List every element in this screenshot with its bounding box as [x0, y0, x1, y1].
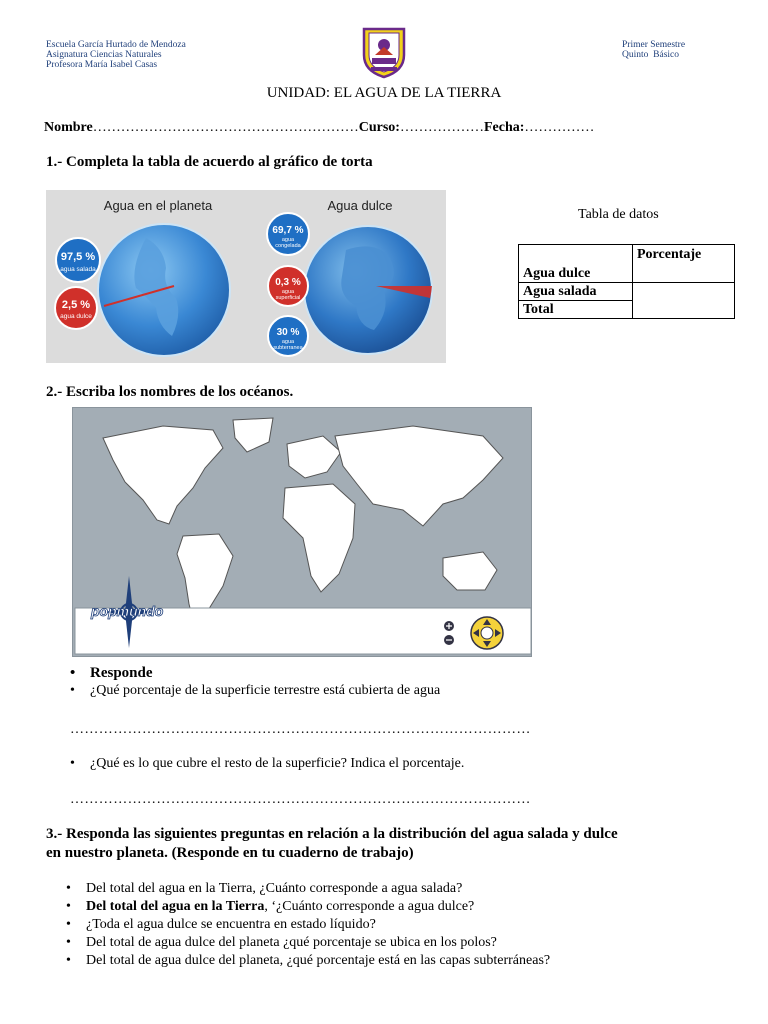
list-item: • ¿Toda el agua dulce se encuentra en estado líquido? [60, 916, 550, 934]
date-field[interactable]: …………… [524, 120, 595, 135]
semester-label: Primer Semestre [622, 40, 686, 50]
list-item: • Del total de agua dulce del planeta ¿qué porcentaje se ubica en los polos? [60, 934, 550, 952]
data-table [518, 244, 735, 319]
frozen-water-label-1: agua [281, 237, 295, 243]
school-name: Escuela García Hurtado de Mendoza [46, 40, 186, 50]
student-info-line [44, 120, 594, 136]
answer-line-2b[interactable]: …………………………………………………………………………………… [70, 792, 531, 807]
course-label: Curso: [358, 120, 400, 135]
globe-figure-graphic [46, 190, 446, 363]
underground-water-label-2: subterranea [273, 345, 303, 351]
salt-water-pct: 97,5 % [60, 251, 96, 263]
map-brand-logo: popmundo [91, 603, 164, 619]
answer-line-2a[interactable]: …………………………………………………………………………………… [70, 722, 531, 737]
underground-water-pct: 30 % [276, 327, 300, 338]
world-map-graphic [73, 408, 532, 657]
question-2b-bullet [64, 755, 464, 773]
question-1-heading: 1.- Completa la tabla de acuerdo al gráfico de torta [46, 154, 373, 170]
surface-water-pct: 0,3 % [275, 277, 301, 288]
row-label-total: Total [519, 301, 633, 319]
question-2a: • ¿Qué porcentaje de la superficie terrestre está cubierta de agua [64, 682, 440, 700]
date-label: Fecha: [483, 120, 525, 135]
unit-title: UNIDAD: EL AGUA DE LA TIERRA [266, 85, 502, 101]
percentage-answer-cell[interactable] [633, 283, 735, 319]
figure-right-title: Agua dulce [327, 198, 393, 213]
salt-water-label: agua salada [60, 266, 96, 273]
list-item-rest: , ‘¿Cuánto corresponde a agua dulce? [264, 899, 475, 914]
list-item-bold-part: Del total del agua en la Tierra [86, 899, 265, 914]
list-item: • Del total de agua dulce del planeta, ¿qué porcentaje está en las capas subterráneas? [60, 952, 550, 970]
list-item [60, 898, 550, 916]
frozen-water-pct: 69,7 % [272, 225, 304, 236]
row-label-salt: Agua salada [519, 283, 633, 301]
teacher-name: Profesora María Isabel Casas [46, 60, 158, 70]
name-field[interactable]: ………………………………………………… [92, 120, 359, 135]
header-school-info [46, 40, 186, 70]
question-3-list [60, 880, 550, 970]
pan-control-icon[interactable] [471, 617, 503, 649]
water-distribution-figure [46, 190, 446, 363]
fresh-water-pct: 2,5 % [61, 299, 91, 311]
underground-water-label-1: agua [281, 339, 295, 345]
list-item: • Del total del agua en la Tierra, ¿Cuánto corresponde a agua salada? [60, 880, 550, 898]
table-row [519, 283, 735, 301]
question-2-bullets [64, 664, 440, 700]
fresh-water-label: agua dulce [60, 313, 92, 320]
responde-label: • Responde [64, 664, 440, 682]
zoom-in-icon[interactable] [444, 621, 454, 631]
course-field[interactable]: ……………… [399, 120, 484, 135]
name-label: Nombre [44, 120, 93, 135]
row-label-fresh: Agua dulce [519, 245, 633, 283]
percentage-header-text: Porcentaje [637, 247, 702, 262]
frozen-water-label-2: congelada [275, 243, 301, 249]
question-3-heading-line-1: 3.- Responda las siguientes preguntas en relación a la distribución del agua salada y dulce [46, 826, 618, 842]
world-map [72, 407, 532, 657]
question-3-heading-line-2: en nuestro planeta. (Responde en tu cuaderno de trabajo) [46, 845, 414, 861]
column-header-percentage [633, 245, 735, 283]
surface-water-label-2: superficial [275, 295, 301, 301]
grade-label: Quinto Básico [622, 50, 679, 60]
figure-left-title: Agua en el planeta [103, 198, 213, 213]
header-course-info [622, 40, 685, 60]
subject-name: Asignatura Ciencias Naturales [46, 50, 162, 60]
question-2-heading: 2.- Escriba los nombres de los océanos. [46, 384, 294, 400]
surface-water-label-1: agua [281, 289, 295, 295]
zoom-out-icon[interactable] [444, 635, 454, 645]
question-2b: • ¿Qué es lo que cubre el resto de la superficie? Indica el porcentaje. [64, 755, 464, 773]
table-row [519, 245, 735, 283]
school-crest-logo [360, 25, 408, 79]
table-caption: Tabla de datos [578, 207, 659, 222]
